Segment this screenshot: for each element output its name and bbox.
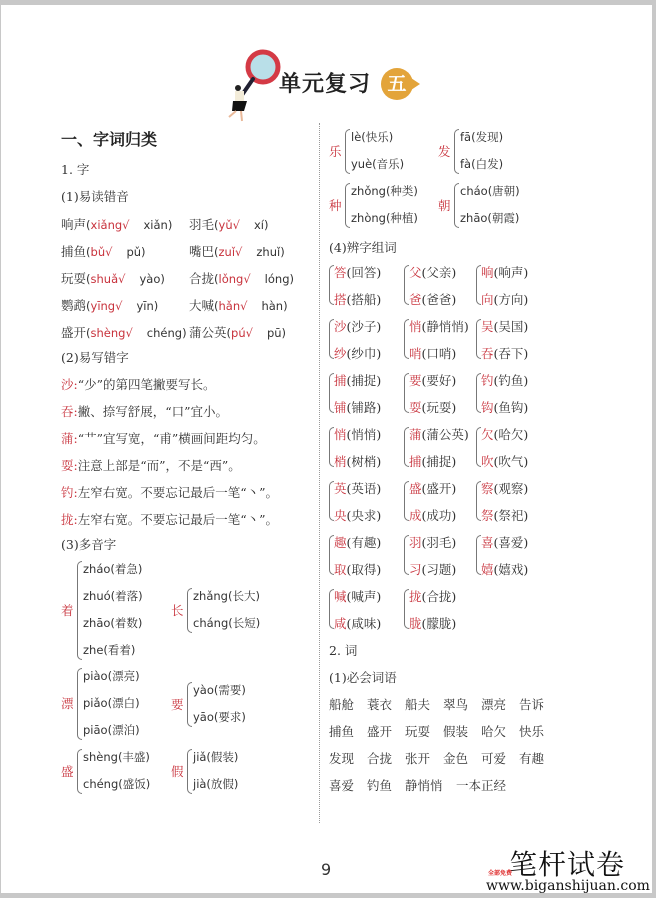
correct-pinyin: zuǐ√ (218, 245, 243, 259)
brace-icon (77, 561, 82, 660)
reading-word: 羽毛 (189, 217, 215, 232)
paren: ( (86, 272, 91, 286)
subheading-distinguish: (4)辨字组词 (329, 240, 397, 255)
polyphone-reading: yào(需要) (193, 683, 246, 697)
colon: : (73, 485, 78, 500)
tip-character: 钓 (61, 485, 74, 500)
pair-word: (捕捉) (346, 373, 382, 388)
pair-item (409, 533, 456, 551)
paren: ( (214, 272, 219, 286)
pair-item (334, 317, 381, 335)
polyphone-reading: zhòng(种植) (351, 211, 418, 225)
pair-char: 拢 (409, 589, 422, 604)
pair-item (481, 398, 528, 416)
page (1, 5, 652, 893)
paren: ) (280, 245, 285, 259)
page-title: 单元复习 (279, 72, 372, 97)
pair-char: 盛 (409, 481, 422, 496)
pair-item (409, 371, 456, 389)
pair-item (481, 452, 528, 470)
pair-item (481, 263, 528, 281)
pair-item (334, 398, 381, 416)
tip-character: 蒲 (61, 431, 74, 446)
word: 发现 (329, 751, 355, 766)
section-heading: 一、字词归类 (61, 130, 158, 149)
tip-character: 拢 (61, 512, 74, 527)
tip-text: 撇、捺写舒展，“口”宜小。 (77, 404, 229, 419)
pair-word: (爸爸) (421, 292, 457, 307)
paren: ( (226, 326, 232, 340)
word: 喜爱 (329, 778, 355, 793)
pair-word: (口哨) (421, 346, 457, 361)
paren: ) (182, 326, 187, 340)
pair-char: 嬉 (481, 562, 494, 577)
pair-word: (响声) (493, 265, 529, 280)
pair-char: 哨 (409, 346, 422, 361)
pair-char: 吞 (481, 346, 494, 361)
pair-char: 喊 (334, 589, 347, 604)
word-row (329, 722, 557, 740)
magnifier-illustration-icon (223, 45, 283, 125)
brace-icon (187, 682, 192, 727)
polyphone-reading: piāo(漂泊) (83, 723, 140, 737)
reading-word: 大喊 (189, 298, 215, 313)
tip-character: 吞 (61, 404, 74, 419)
reading-item (61, 323, 187, 341)
watermark-url[interactable]: www.biganshijuan.com (486, 878, 650, 894)
word: 蓑衣 (367, 697, 393, 712)
pair-item (334, 560, 381, 578)
polyphone-reading: cháng(长短) (193, 616, 261, 630)
pair-item (409, 506, 456, 524)
paren: ( (86, 245, 91, 259)
word: 翠鸟 (443, 697, 469, 712)
word: 船舱 (329, 697, 355, 712)
pair-word: (要好) (421, 373, 457, 388)
tip-text: “少”的第四笔撇要写长。 (77, 377, 216, 392)
pair-char: 央 (334, 508, 347, 523)
polyphone-reading: lè(快乐) (351, 130, 394, 144)
pair-item (409, 425, 469, 443)
paren: ) (153, 299, 159, 313)
polyphone-reading: zháo(着急) (83, 562, 143, 576)
wrong-pinyin: pǔ (126, 245, 142, 259)
pair-word: (喊声) (346, 589, 382, 604)
reading-item (189, 269, 294, 287)
tip-text: “艹”宜写宽，“甫”横画间距均匀。 (77, 431, 266, 446)
tip-character: 沙 (61, 377, 74, 392)
pair-word: (静悄悄) (421, 319, 469, 334)
pair-item (481, 317, 528, 335)
pair-char: 梢 (334, 454, 347, 469)
pair-word: (纱巾) (346, 346, 382, 361)
pair-char: 纱 (334, 346, 347, 361)
pair-char: 欠 (481, 427, 494, 442)
writing-tip (61, 456, 241, 474)
word: 漂亮 (481, 697, 507, 712)
polyphone-reading: piào(漂亮) (83, 669, 140, 683)
pair-word: (习题) (421, 562, 457, 577)
pair-char: 胧 (409, 616, 422, 631)
wrong-pinyin: pū (266, 326, 282, 340)
pair-item (481, 371, 528, 389)
polyphone-char: 盛 (61, 763, 74, 779)
writing-tip (61, 402, 228, 420)
paren: ( (86, 218, 91, 232)
reading-item (61, 215, 172, 233)
polyphone-char: 漂 (61, 696, 74, 711)
brace-icon (77, 749, 82, 794)
paren: ) (167, 218, 173, 232)
unit-badge: 五 (381, 68, 413, 100)
badge-pointer-icon (411, 78, 420, 90)
polyphone-reading: yuè(音乐) (351, 157, 405, 171)
reading-item (61, 269, 165, 287)
polyphone-char: 种 (329, 197, 342, 213)
pair-item (409, 290, 456, 308)
pair-word: (取得) (346, 562, 382, 577)
pair-word: (钓鱼) (493, 373, 529, 388)
pair-word: (沙子) (346, 319, 382, 334)
paren: ( (214, 245, 219, 259)
page-number: 9 (321, 860, 332, 879)
pair-word: (树梢) (346, 454, 382, 469)
paren: ( (214, 299, 219, 313)
pair-item (481, 344, 528, 362)
polyphone-char: 朝 (438, 197, 451, 213)
colon: : (73, 377, 78, 392)
pair-item (334, 425, 381, 443)
pair-char: 搭 (334, 292, 347, 307)
pair-char: 答 (334, 265, 347, 280)
pair-word: (英语) (346, 481, 382, 496)
word: 捕鱼 (329, 724, 355, 739)
subheading-must-know: (1)必会词语 (329, 670, 397, 685)
pair-word: (玩耍) (421, 400, 457, 415)
paren: ) (263, 218, 269, 232)
pair-item (409, 344, 456, 362)
wrong-pinyin: lóng (264, 272, 290, 286)
wrong-pinyin: hàn (261, 299, 284, 313)
pair-item (481, 290, 528, 308)
pair-item (481, 479, 528, 497)
correct-pinyin: xiǎng√ (90, 218, 130, 232)
paren: ) (160, 272, 165, 286)
pair-item (334, 263, 381, 281)
pair-word: (吞下) (493, 346, 529, 361)
correct-pinyin: hǎn√ (218, 299, 248, 313)
reading-word: 响声 (61, 217, 87, 232)
pair-char: 蒲 (409, 427, 422, 442)
polyphone-reading: zhāo(着数) (83, 616, 143, 630)
word: 假装 (443, 724, 469, 739)
brace-icon (454, 183, 459, 228)
colon: : (73, 512, 78, 527)
word-row (329, 776, 520, 794)
tip-text: 注意上部是“而”，不是“西”。 (77, 458, 241, 473)
word: 静悄悄 (405, 778, 443, 793)
reading-item (189, 215, 268, 233)
pair-char: 要 (409, 373, 422, 388)
pair-item (334, 614, 381, 632)
word: 快乐 (519, 724, 545, 739)
pair-item (334, 290, 381, 308)
pair-word: (盛开) (421, 481, 457, 496)
correct-pinyin: shuǎ√ (90, 272, 126, 286)
pair-word: (吴国) (493, 319, 529, 334)
pair-item (409, 263, 456, 281)
subheading-polyphones: (3)多音字 (61, 537, 117, 552)
pair-item (409, 398, 456, 416)
pair-word: (成功) (421, 508, 457, 523)
pair-char: 趣 (334, 535, 347, 550)
word: 有趣 (519, 751, 545, 766)
watermark-title: 笔杆试卷 (509, 848, 626, 881)
pair-word: (哈欠) (493, 427, 529, 442)
polyphone-reading: chéng(盛饭) (83, 777, 151, 791)
word: 张开 (405, 751, 431, 766)
pair-word: (吹气) (493, 454, 529, 469)
pair-item (481, 560, 528, 578)
pair-word: (央求) (346, 508, 382, 523)
polyphone-char: 要 (171, 696, 184, 712)
pair-char: 英 (334, 481, 347, 496)
pair-word: (蒲公英) (421, 427, 469, 442)
word-row (329, 749, 557, 767)
subheading-characters: 1. 字 (61, 162, 90, 177)
brace-icon (187, 749, 192, 794)
reading-item (189, 296, 288, 314)
pair-char: 咸 (334, 616, 347, 631)
paren: ) (281, 326, 287, 340)
reading-item (189, 323, 286, 341)
reading-word: 蒲公英 (189, 325, 227, 340)
pair-item (409, 614, 456, 632)
word: 钓鱼 (367, 778, 393, 793)
watermark-tag: 全部免费 (488, 870, 513, 877)
brace-icon (454, 129, 459, 174)
polyphone-reading: yāo(要求) (193, 710, 246, 724)
pair-char: 成 (409, 508, 422, 523)
word: 一本正经 (456, 778, 507, 793)
pair-char: 吹 (481, 454, 494, 469)
pair-item (481, 533, 528, 551)
wrong-pinyin: xí (253, 218, 264, 232)
brace-icon (345, 183, 350, 228)
wrong-pinyin: zhuǐ (256, 245, 281, 259)
polyphone-reading: shèng(丰盛) (83, 750, 150, 764)
pair-char: 向 (481, 292, 494, 307)
brace-icon (187, 588, 192, 633)
subheading-words: 2. 词 (329, 643, 358, 658)
colon: : (73, 458, 78, 473)
pair-char: 悄 (334, 427, 347, 442)
correct-pinyin: lǒng√ (218, 272, 251, 286)
brace-icon (77, 668, 82, 740)
word: 金色 (443, 751, 469, 766)
polyphone-char: 着 (61, 602, 74, 618)
polyphone-reading: zhuó(着落) (83, 589, 143, 603)
polyphone-reading: cháo(唐朝) (460, 184, 520, 198)
polyphone-reading: zhe(看着) (83, 643, 136, 657)
word: 船夫 (405, 697, 431, 712)
pair-word: (捕捉) (421, 454, 457, 469)
pair-char: 钓 (481, 373, 494, 388)
correct-pinyin: pú√ (231, 326, 253, 340)
writing-tip (61, 429, 266, 447)
polyphone-reading: zhǎng(长大) (193, 589, 260, 603)
subheading-miswritten: (2)易写错字 (61, 350, 129, 365)
colon: : (73, 404, 78, 419)
paren: ) (283, 299, 288, 313)
pair-word: (父亲) (421, 265, 457, 280)
reading-item (61, 296, 158, 314)
pair-word: (羽毛) (421, 535, 457, 550)
paren: ( (86, 326, 91, 340)
pair-char: 捕 (409, 454, 422, 469)
wrong-pinyin: yào (139, 272, 161, 286)
reading-word: 盛开 (61, 325, 87, 340)
polyphone-reading: jiǎ(假装) (193, 750, 239, 764)
reading-word: 合拢 (189, 271, 215, 286)
word-row (329, 695, 557, 713)
reading-item (61, 242, 146, 260)
correct-pinyin: bǔ√ (90, 245, 113, 259)
word: 合拢 (367, 751, 393, 766)
correct-pinyin: shèng√ (90, 326, 133, 340)
writing-tip (61, 483, 278, 501)
colon: : (73, 431, 78, 446)
pair-char: 取 (334, 562, 347, 577)
pair-item (409, 587, 456, 605)
pair-word: (嬉戏) (493, 562, 529, 577)
paren: ( (214, 218, 219, 232)
polyphone-reading: fā(发现) (460, 130, 504, 144)
reading-item (189, 242, 285, 260)
pair-char: 捕 (334, 373, 347, 388)
wrong-pinyin: xiǎn (143, 218, 168, 232)
writing-tip (61, 375, 216, 393)
polyphone-reading: fà(白发) (460, 157, 504, 171)
pair-word: (祭祀) (493, 508, 529, 523)
pair-item (334, 587, 381, 605)
tip-text: 左窄右宽。不要忘记最后一笔“丶”。 (77, 485, 279, 500)
pair-word: (合拢) (421, 589, 457, 604)
pair-word: (方向) (493, 292, 529, 307)
pair-char: 祭 (481, 508, 494, 523)
pair-char: 习 (409, 562, 422, 577)
paren: ) (289, 272, 294, 286)
reading-word: 捕鱼 (61, 244, 87, 259)
polyphone-reading: zhǒng(种类) (351, 184, 418, 198)
pair-char: 爸 (409, 292, 422, 307)
pair-char: 父 (409, 265, 422, 280)
pair-char: 钩 (481, 400, 494, 415)
pair-char: 羽 (409, 535, 422, 550)
pair-word: (咸味) (346, 616, 382, 631)
polyphone-char: 长 (171, 602, 184, 618)
pair-word: (有趣) (346, 535, 382, 550)
pair-item (409, 452, 456, 470)
reading-word: 嘴巴 (189, 244, 215, 259)
writing-tip (61, 510, 278, 528)
pair-item (481, 425, 528, 443)
tip-character: 耍 (61, 458, 74, 473)
pair-char: 吴 (481, 319, 494, 334)
pair-word: (观察) (493, 481, 529, 496)
paren: ) (141, 245, 146, 259)
pair-char: 喜 (481, 535, 494, 550)
pair-item (334, 371, 381, 389)
paren: ( (86, 299, 91, 313)
pair-char: 沙 (334, 319, 347, 334)
polyphone-char: 乐 (329, 143, 342, 159)
pair-word: (朦胧) (421, 616, 457, 631)
word: 哈欠 (481, 724, 507, 739)
pair-char: 悄 (409, 319, 422, 334)
polyphone-reading: jià(放假) (193, 777, 239, 791)
pair-word: (鱼钩) (493, 400, 529, 415)
wrong-pinyin: chéng (146, 326, 183, 340)
word: 可爱 (481, 751, 507, 766)
pair-item (334, 452, 381, 470)
correct-pinyin: yǔ√ (218, 218, 240, 232)
brace-icon (345, 129, 350, 174)
word: 告诉 (519, 697, 545, 712)
polyphone-char: 假 (171, 763, 184, 779)
word: 盛开 (367, 724, 393, 739)
subheading-misread: (1)易读错音 (61, 189, 129, 204)
pair-item (334, 506, 381, 524)
pair-item (409, 560, 456, 578)
pair-word: (铺路) (346, 400, 382, 415)
pair-char: 察 (481, 481, 494, 496)
pair-item (481, 506, 528, 524)
pair-char: 响 (481, 265, 494, 280)
pair-item (409, 479, 456, 497)
pair-item (334, 344, 381, 362)
pair-word: (搭船) (346, 292, 382, 307)
wrong-pinyin: yīn (136, 299, 154, 313)
pair-word: (回答) (346, 265, 382, 280)
pair-item (409, 317, 469, 335)
polyphone-reading: zhāo(朝霞) (460, 211, 520, 225)
pair-word: (悄悄) (346, 427, 382, 442)
reading-word: 鹦鹉 (61, 298, 87, 313)
pair-word: (喜爱) (493, 535, 529, 550)
word: 玩耍 (405, 724, 431, 739)
polyphone-char: 发 (438, 143, 451, 159)
pair-char: 耍 (409, 400, 422, 415)
pair-char: 铺 (334, 400, 347, 415)
reading-word: 玩耍 (61, 271, 87, 286)
tip-text: 左窄右宽。不要忘记最后一笔“丶”。 (77, 512, 279, 527)
correct-pinyin: yīng√ (90, 299, 123, 313)
column-divider (319, 123, 320, 823)
pair-item (334, 479, 381, 497)
polyphone-reading: piǎo(漂白) (83, 696, 140, 710)
pair-item (334, 533, 381, 551)
